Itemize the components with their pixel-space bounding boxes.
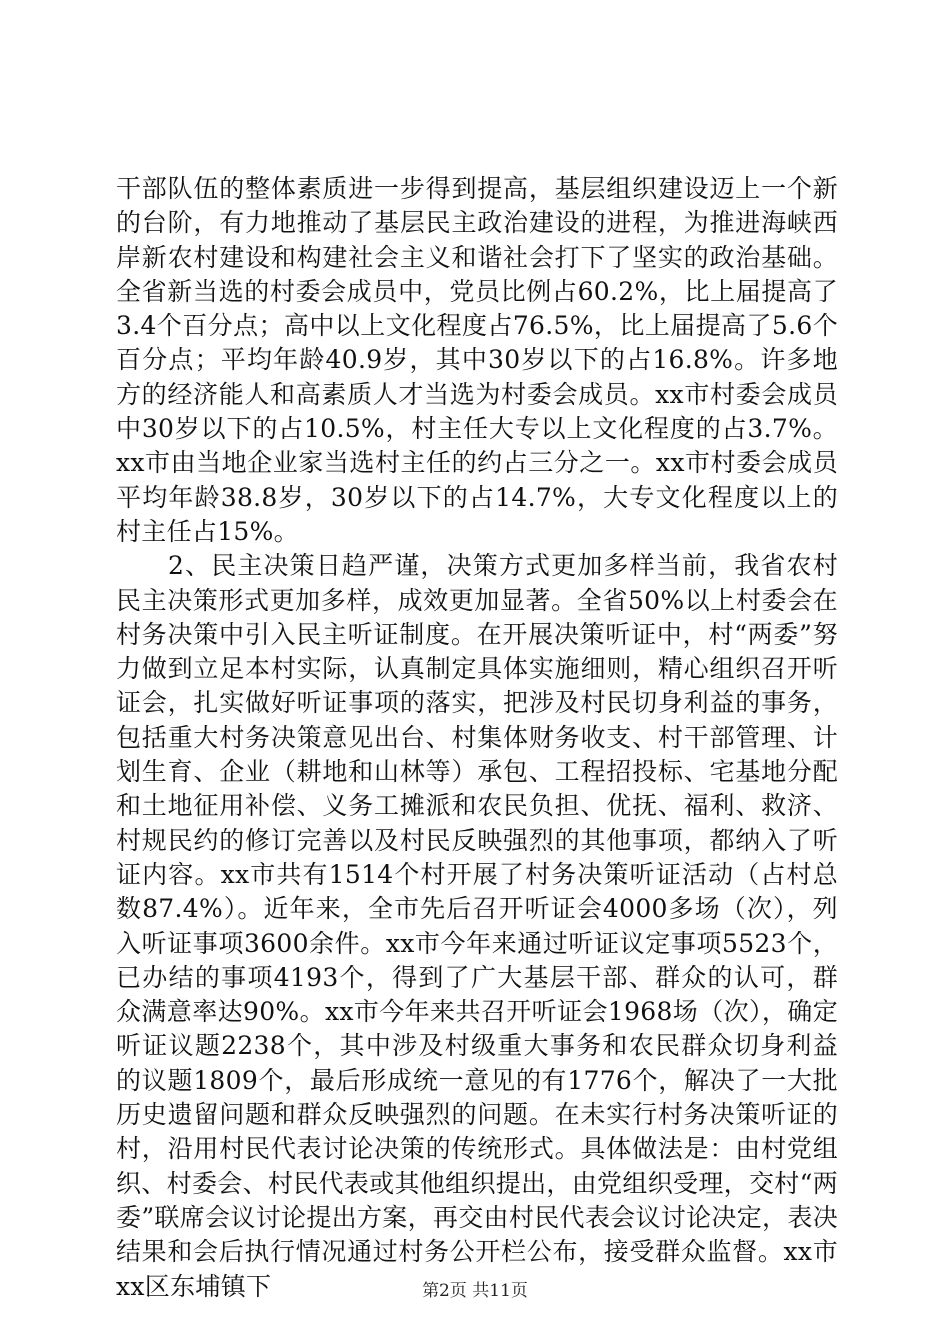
document-body [116, 172, 838, 1304]
paragraph-democratic-decision: 2、民主决策日趋严谨，决策方式更加多样当前，我省农村民主决策形式更加多样，成效更加显著。全省50%以上村委会在村务决策中引入民主听证制度。在开展决策听证中，村“两委”努力做到立足本村实际，认真制定具体实施细则，精心组织召开听证会，扎实做好听证事项的落实，把涉及村民切身利益的事务，包括重大村务决策意见出台、村集体财务收支、村干部管理、计划生育、企业（耕地和山林等）承包、工程招投标、宅基地分配和土地征用补偿、义务工摊派和农民负担、优抚、福利、救济、村规民约的修订完善以及村民反映强烈的其他事项，都纳入了听证内容。xx市共有1514个村开展了村务决策听证活动（占村总数87.4%）。近年来，全市先后召开听证会4000多场（次），列入听证事项3600余件。xx市今年来通过听证议定事项5523个，已办结的事项4193个，得到了广大基层干部、群众的认可，群众满意率达90%。xx市今年来共召开听证会1968场（次），确定听证议题2238个，其中涉及村级重大事务和农民群众切身利益的议题1809个，最后形成统一意见的有1776个，解决了一大批历史遗留问题和群众反映强烈的问题。在未实行村务决策听证的村，沿用村民代表讨论决策的传统形式。具体做法是：由村党组织、村委会、村民代表或其他组织提出，由党组织受理，交村“两委”联席会议讨论提出方案，再交由村民代表会议讨论决定，表决结果和会后执行情况通过村务公开栏公布，接受群众监督。xx市xx区东埔镇下 [116, 551, 838, 1301]
paragraph-continuation: 干部队伍的整体素质进一步得到提高，基层组织建设迈上一个新的台阶，有力地推动了基层民主政治建设的进程，为推进海峡西岸新农村建设和构建社会主义和谐社会打下了坚实的政治基础。全省新当选的村委会成员中，党员比例占60.2%，比上届提高了3.4个百分点；高中以上文化程度占76.5%，比上届提高了5.6个百分点；平均年龄40.9岁，其中30岁以下的占16.8%。许多地方的经济能人和高素质人才当选为村委会成员。xx市村委会成员中30岁以下的占10.5%，村主任大专以上文化程度的占3.7%。xx市由当地企业家当选村主任的约占三分之一。xx市村委会成员平均年龄38.8岁，30岁以下的占14.7%，大专文化程度以上的村主任占15%。 [116, 174, 838, 546]
page-number-label: 第2页 共11页 [422, 1281, 528, 1301]
page-footer [0, 1276, 950, 1301]
